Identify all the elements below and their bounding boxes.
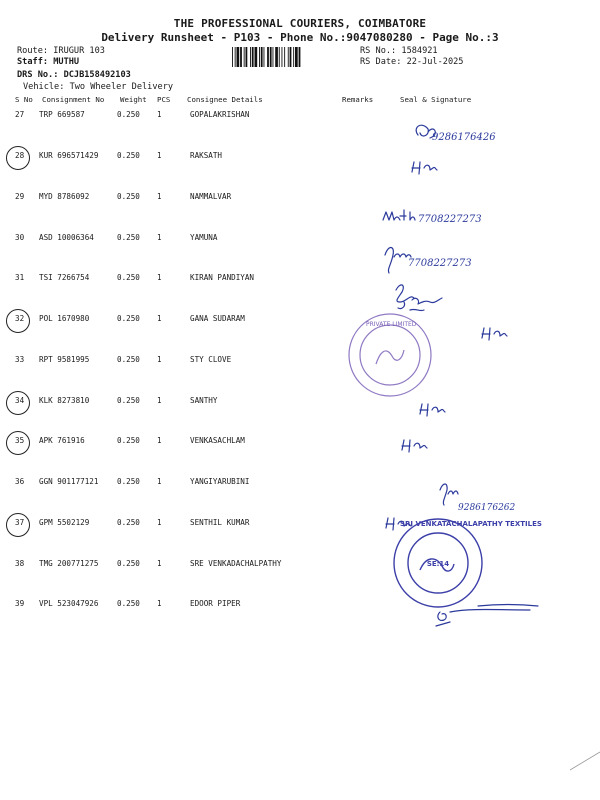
barcode-bar	[293, 47, 294, 67]
row-consignment: VPL 523047926	[39, 599, 99, 608]
sig27-number: 9286176426	[432, 132, 496, 143]
row-weight: 0.250	[117, 192, 140, 201]
table-row	[0, 273, 600, 285]
row-weight: 0.250	[117, 396, 140, 405]
barcode-bar	[267, 47, 269, 67]
circle-mark-32	[6, 309, 30, 333]
barcode-bar	[240, 47, 242, 67]
vehicle-label: Vehicle: Two Wheeler Delivery	[23, 82, 174, 92]
signature-row-30	[385, 248, 472, 274]
row-pcs: 1	[157, 314, 162, 323]
barcode-bar	[282, 47, 283, 67]
row-sno: 32	[15, 314, 25, 323]
table-row	[0, 599, 600, 611]
circle-mark-37	[6, 513, 30, 537]
table-row	[0, 436, 600, 448]
barcode-bar	[232, 47, 233, 67]
row-consignee: RAKSATH	[190, 151, 223, 160]
signature-row-27	[416, 125, 496, 143]
row-consignment: TSI 7266754	[39, 273, 90, 282]
row-sno: 37	[15, 518, 25, 527]
barcode-bar	[255, 47, 258, 67]
row-consignee: SRE VENKADACHALPATHY	[190, 559, 282, 568]
row-sno: 34	[15, 396, 25, 405]
row-weight: 0.250	[117, 559, 140, 568]
row-consignment: POL 1670980	[39, 314, 90, 323]
signature-row-28	[412, 162, 437, 174]
barcode-bar	[275, 47, 278, 67]
circle-mark-34	[6, 391, 30, 415]
route-label: Route: IRUGUR 103	[17, 46, 105, 56]
row-pcs: 1	[157, 233, 162, 242]
row-sno: 31	[15, 273, 25, 282]
barcode-bar	[290, 47, 292, 67]
barcode-bar	[279, 47, 280, 67]
table-row	[0, 396, 600, 408]
table-row	[0, 192, 600, 204]
row-sno: 27	[15, 110, 25, 119]
row-consignee: GOPALAKRISHAN	[190, 110, 250, 119]
row-weight: 0.250	[117, 477, 140, 486]
row-weight: 0.250	[117, 314, 140, 323]
col-pcs: PCS	[157, 95, 171, 104]
row-sno: 33	[15, 355, 25, 364]
row-consignment: GPM 5502129	[39, 518, 90, 527]
barcode-bar	[237, 47, 240, 67]
sig36-number: 9286176262	[458, 503, 516, 513]
row-consignment: MYD 8786092	[39, 192, 90, 201]
barcode-bar	[246, 47, 248, 67]
barcode-bar	[288, 47, 289, 67]
signature-row-31	[396, 285, 442, 311]
barcode-bar	[299, 47, 301, 67]
table-row	[0, 314, 600, 326]
row-pcs: 1	[157, 192, 162, 201]
row-sno: 36	[15, 477, 25, 486]
signature-row-29	[383, 210, 482, 225]
runsheet-subtitle: Delivery Runsheet - P103 - Phone No.:9047080280 - Page No.:3	[101, 31, 499, 44]
barcode-bar	[264, 47, 265, 67]
row-pcs: 1	[157, 355, 162, 364]
barcode-bar	[295, 47, 298, 67]
stamp1-label: PRIVATE LIMITED	[366, 321, 417, 328]
row-sno: 28	[15, 151, 25, 160]
signature-row-39	[436, 610, 530, 627]
table-row	[0, 559, 600, 571]
row-consignee: SANTHY	[190, 396, 218, 405]
row-sno: 39	[15, 599, 25, 608]
table-row	[0, 110, 600, 122]
row-weight: 0.250	[117, 273, 140, 282]
row-weight: 0.250	[117, 151, 140, 160]
row-sno: 35	[15, 436, 25, 445]
row-pcs: 1	[157, 518, 162, 527]
col-consignment: Consignment No	[42, 95, 105, 104]
row-consignment: RPT 9581995	[39, 355, 90, 364]
row-consignee: YANGIYARUBINI	[190, 477, 250, 486]
barcode-bar	[235, 47, 236, 67]
row-weight: 0.250	[117, 233, 140, 242]
row-consignee: YAMUNA	[190, 233, 218, 242]
barcode-bar	[252, 47, 254, 67]
row-weight: 0.250	[117, 110, 140, 119]
stamp2-label: SRI VENKATACHALAPATHY TEXTILES	[400, 520, 542, 528]
drs-number: DRS No.: DCJB158492103	[17, 70, 131, 80]
rs-number: RS No.: 1584921	[360, 46, 438, 56]
company-title: THE PROFESSIONAL COURIERS, COIMBATORE	[173, 17, 427, 30]
row-pcs: 1	[157, 110, 162, 119]
row-consignment: KUR 696571429	[39, 151, 99, 160]
barcode-bar	[284, 47, 285, 67]
barcode-bar	[261, 47, 263, 67]
row-consignee: SENTHIL KUMAR	[190, 518, 250, 527]
row-consignment: ASD 10006364	[39, 233, 94, 242]
row-weight: 0.250	[117, 599, 140, 608]
row-pcs: 1	[157, 436, 162, 445]
col-seal-signature: Seal & Signature	[400, 95, 472, 104]
col-sno: S No	[15, 95, 33, 104]
rs-date: RS Date: 22-Jul-2025	[360, 57, 464, 67]
table-row	[0, 518, 600, 530]
table-row	[0, 355, 600, 367]
table-row	[0, 477, 600, 489]
signature-row-32	[482, 328, 507, 340]
row-consignee: STY CLOVE	[190, 355, 232, 364]
table-row	[0, 233, 600, 245]
col-weight: Weight	[120, 95, 147, 104]
row-weight: 0.250	[117, 355, 140, 364]
barcode-image	[232, 47, 354, 67]
staff-label: Staff: MUTHU	[17, 57, 80, 67]
row-consignment: KLK 8273810	[39, 396, 90, 405]
table-row	[0, 151, 600, 163]
col-remarks: Remarks	[342, 95, 374, 104]
circle-mark-35	[6, 431, 30, 455]
row-consignment: APK 761916	[39, 436, 85, 445]
row-consignee: VENKASACHLAM	[190, 436, 245, 445]
row-sno: 30	[15, 233, 25, 242]
circle-mark-28	[6, 146, 30, 170]
sig30-number: 7708227273	[408, 258, 472, 269]
row-pcs: 1	[157, 477, 162, 486]
row-sno: 38	[15, 559, 25, 568]
row-pcs: 1	[157, 599, 162, 608]
row-weight: 0.250	[117, 436, 140, 445]
col-consignee: Consignee Details	[187, 95, 263, 104]
barcode-bar	[270, 47, 272, 67]
row-weight: 0.250	[117, 518, 140, 527]
row-pcs: 1	[157, 559, 162, 568]
row-sno: 29	[15, 192, 25, 201]
row-consignment: GGN 901177121	[39, 477, 99, 486]
sig29-number: 7708227273	[418, 214, 482, 225]
row-consignee: EDOOR PIPER	[190, 599, 241, 608]
barcode-bar	[259, 47, 260, 67]
row-consignee: GANA SUDARAM	[190, 314, 245, 323]
row-consignment: TRP 669587	[39, 110, 85, 119]
barcode-bar	[273, 47, 274, 67]
barcode-bar	[244, 47, 245, 67]
row-pcs: 1	[157, 151, 162, 160]
row-pcs: 1	[157, 273, 162, 282]
row-pcs: 1	[157, 396, 162, 405]
barcode-bar	[250, 47, 251, 67]
row-consignee: NAMMALVAR	[190, 192, 232, 201]
row-consignment: TMG 200771275	[39, 559, 99, 568]
row-consignee: KIRAN PANDIYAN	[190, 273, 255, 282]
svg-text:SE:14: SE:14	[426, 560, 450, 568]
